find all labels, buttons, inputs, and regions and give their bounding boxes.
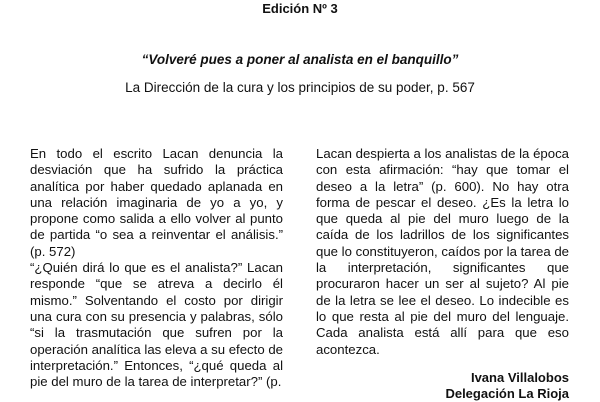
- right-column: [316, 146, 569, 358]
- left-paragraph-1: En todo el escrito Lacan denuncia la desviación que ha sufrido la práctica analítica por haber quedado aplanada en una relación imaginaria de yo a yo, y propone como salida a ello volver al punto de partida “o sea a reinventar el análisis.” (p. 572): [30, 146, 283, 259]
- author-name: Ivana Villalobos: [470, 370, 569, 385]
- quote-title: “Volveré pues a poner al analista en el banquillo”: [141, 52, 459, 67]
- left-column: [30, 146, 283, 390]
- right-paragraph-1: Lacan despierta a los analistas de la época con esta afirmación: “hay que tomar el deseo a la letra” (p. 600). No hay otra forma de pescar el deseo. ¿Es la letra lo que queda al pie del muro luego de la caída de los ladrillos de los significantes que lo constituyeron, caídos por la tarea de la interpretación, significantes que procuraron hacer un ser al sujeto? Al pie de la letra se lee el deseo. Lo indecible es lo que resta al pie del muro del lenguaje. Cada analista está allí para que eso acontezca.: [316, 146, 569, 357]
- author-delegation: Delegación La Rioja: [445, 386, 569, 401]
- edition-heading: Edición Nº 3: [262, 1, 338, 16]
- source-reference: La Dirección de la cura y los principios de su poder, p. 567: [125, 80, 475, 95]
- left-paragraph-2: “¿Quién dirá lo que es el analista?” Lacan responde “que se atreva a decirlo él mismo.” Solventando el costo por dirigir una cura con su presencia y palabras, sólo “si la trasmutación que sufren por la operación analítica las eleva a su efecto de interpretación.” Entonces, “¿qué queda al pie del muro de la tarea de interpretar?” (p.: [30, 260, 283, 390]
